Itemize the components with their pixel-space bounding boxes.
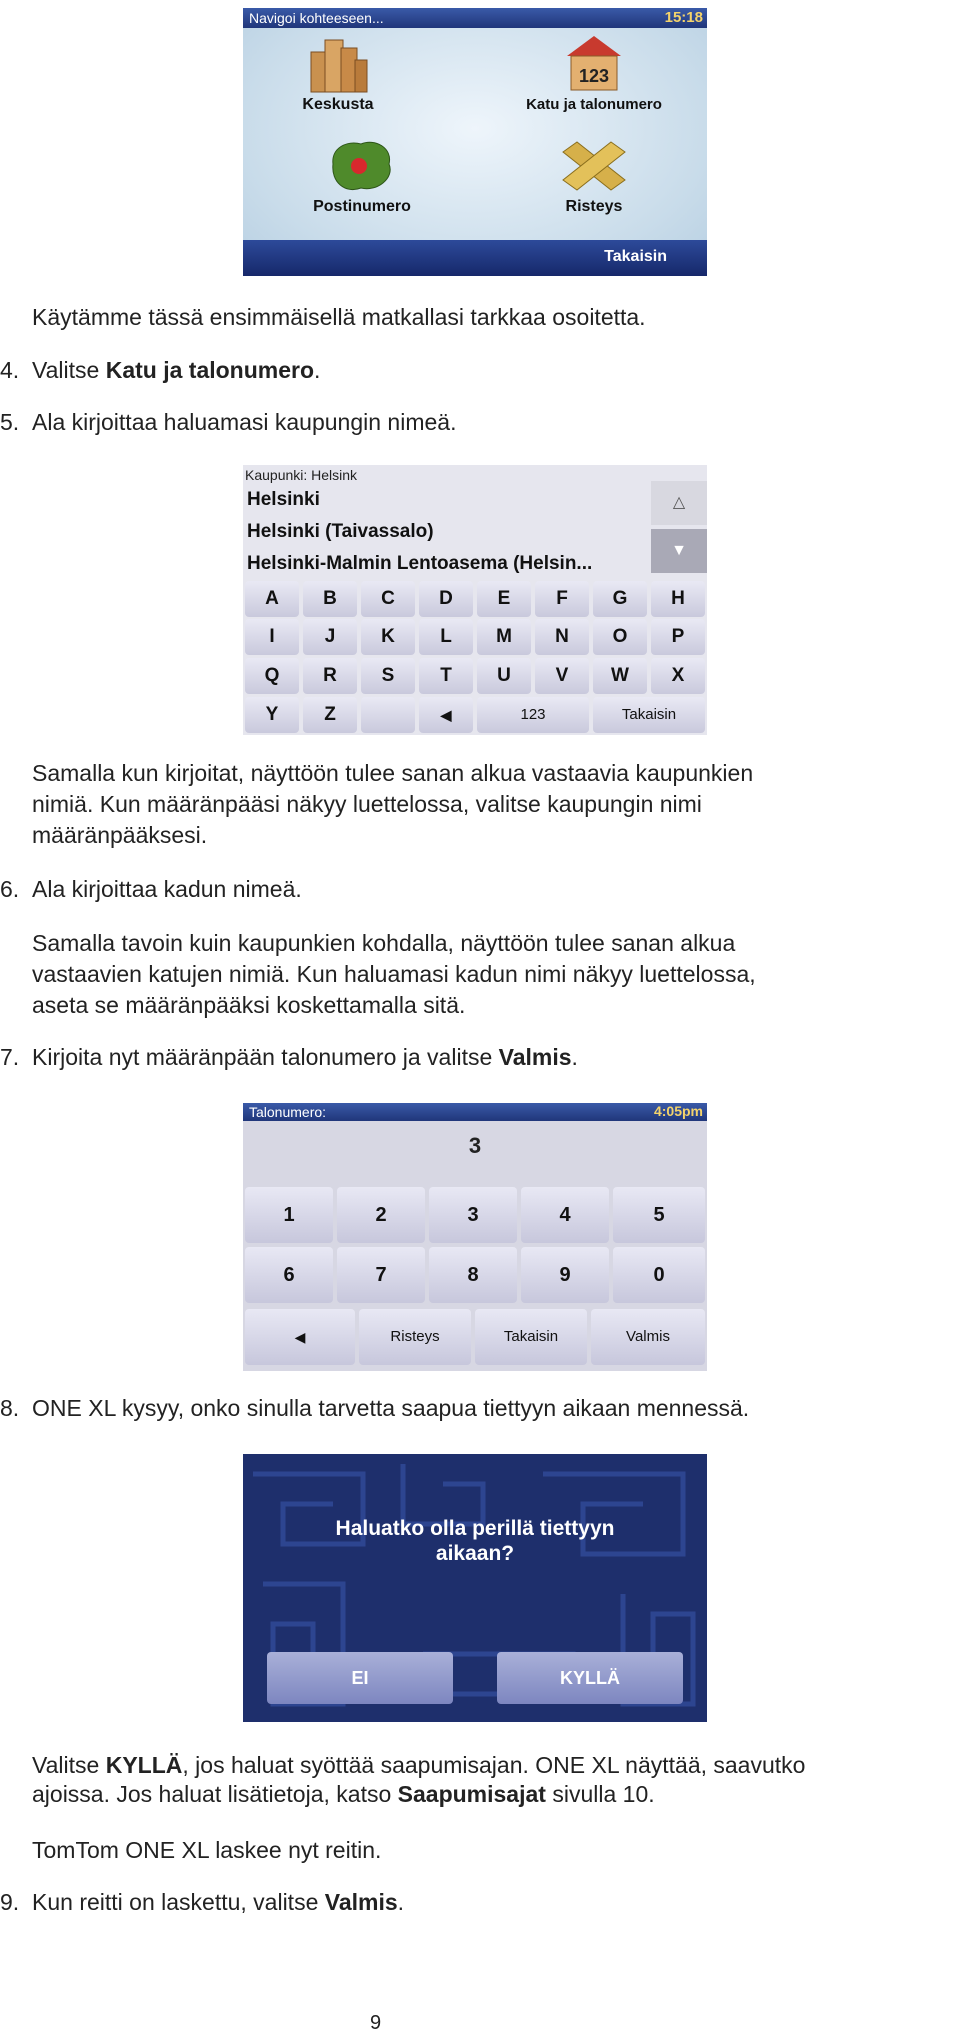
step-4-text: Valitse Katu ja talonumero. [32,357,321,383]
digit-key[interactable]: 0 [613,1247,705,1303]
key[interactable]: C [361,581,415,617]
key[interactable]: Y [245,697,299,733]
menu-item-label: Risteys [565,198,623,215]
crossing-button[interactable]: Risteys [359,1309,471,1365]
step-number: 5. [0,409,20,435]
step-number: 9. [0,1889,20,1915]
clock: 4:05pm [653,1103,703,1119]
digit-key[interactable]: 6 [245,1247,333,1303]
menu-item-katu-ja-talonumero[interactable] [519,32,669,132]
backspace-icon[interactable]: ◀ [245,1309,355,1365]
step-number: 6. [0,876,20,902]
screen-title: Navigoi kohteeseen... [249,10,384,26]
empty-key [361,697,415,733]
step-6-text: Ala kirjoittaa kadun nimeä. [32,876,302,902]
house-number-screenshot [243,1103,707,1371]
crossing-icon [559,138,629,194]
key[interactable]: S [361,658,415,694]
menu-item-keskusta[interactable] [263,32,413,122]
step-number: 4. [0,357,20,383]
paragraph-line: Samalla tavoin kuin kaupunkien kohdalla, näyttöön tulee sanan alkua [32,930,736,956]
house-number-icon [559,32,629,92]
key[interactable]: M [477,619,531,655]
key[interactable]: W [593,658,647,694]
key[interactable]: P [651,619,705,655]
key[interactable]: D [419,581,473,617]
suggestion-item[interactable]: Helsinki (Taivassalo) [247,521,434,542]
key[interactable]: T [419,658,473,694]
paragraph-line: nimiä. Kun määränpääsi näkyy luettelossa, valitse kaupungin nimi [32,791,702,817]
paragraph-line: Valitse KYLLÄ, jos haluat syöttää saapumisajan. ONE XL näyttää, saavutko [32,1752,806,1778]
key[interactable]: Z [303,697,357,733]
key[interactable]: G [593,581,647,617]
suggestion-item[interactable]: Helsinki-Malmin Lentoasema (Helsin... [247,553,593,574]
menu-item-label: Keskusta [302,96,374,113]
back-button[interactable] [243,240,707,276]
scroll-down-icon[interactable]: ▼ [651,529,707,573]
digit-key[interactable]: 2 [337,1187,425,1243]
arrival-question-screenshot [243,1454,707,1722]
step-9-text: Kun reitti on laskettu, valitse Valmis. [32,1889,405,1915]
step-number: 7. [0,1044,20,1070]
back-button-label: Takaisin [604,248,667,265]
house-number-value: 3 [468,1133,482,1158]
paragraph-line: vastaavien katujen nimiä. Kun haluamasi kadun nimi näkyy luettelossa, [32,961,756,987]
paragraph-line: Samalla kun kirjoitat, näyttöön tulee sanan alkua vastaavia kaupunkien [32,760,754,786]
key[interactable]: I [245,619,299,655]
title-bar [243,8,707,28]
key[interactable]: X [651,658,705,694]
paragraph-line: määränpääksesi. [32,822,208,848]
digit-key[interactable]: 8 [429,1247,517,1303]
suggestion-item[interactable]: Helsinki [247,489,320,510]
svg-text:123: 123 [579,66,610,86]
navigate-menu-screenshot [243,8,707,276]
paragraph-line: aseta se määränpääksi koskettamalla sitä. [32,992,466,1018]
digit-key[interactable]: 3 [429,1187,517,1243]
key[interactable]: F [535,581,589,617]
city-center-icon [303,34,373,94]
city-keyboard-screenshot [243,465,707,735]
key[interactable]: Q [245,658,299,694]
digit-key[interactable]: 1 [245,1187,333,1243]
key[interactable]: A [245,581,299,617]
key[interactable]: L [419,619,473,655]
step-8-text: ONE XL kysyy, onko sinulla tarvetta saapua tiettyyn aikaan mennessä. [32,1395,750,1421]
title-bar [243,1103,707,1121]
keyboard-title: Kaupunki: Helsink [245,467,358,483]
page-number: 9 [370,2012,382,2034]
clock: 15:18 [664,9,703,26]
key[interactable]: V [535,658,589,694]
key[interactable]: K [361,619,415,655]
key[interactable]: U [477,658,531,694]
menu-item-label: Katu ja talonumero [526,96,662,113]
digit-key[interactable]: 4 [521,1187,609,1243]
paragraph-line: ajoissa. Jos haluat lisätietoja, katso Saapumisajat sivulla 10. [32,1781,655,1807]
backspace-icon[interactable]: ◀ [419,697,473,733]
paragraph-line: TomTom ONE XL laskee nyt reitin. [32,1837,382,1863]
arrival-question: Haluatko olla perillä tiettyyn aikaan? [335,1517,615,1565]
key[interactable]: H [651,581,705,617]
key[interactable]: J [303,619,357,655]
key[interactable]: N [535,619,589,655]
key[interactable]: O [593,619,647,655]
numbers-button[interactable]: 123 [477,697,589,733]
postal-code-map-icon [327,138,397,194]
digit-key[interactable]: 5 [613,1187,705,1243]
key[interactable]: E [477,581,531,617]
scroll-up-icon[interactable]: △ [651,481,707,525]
menu-item-postinumero[interactable] [287,138,437,218]
step-5-text: Ala kirjoittaa haluamasi kaupungin nimeä. [32,409,457,435]
digit-key[interactable]: 9 [521,1247,609,1303]
done-button[interactable]: Valmis [591,1309,705,1365]
no-button[interactable]: EI [267,1652,453,1704]
intro-text: Käytämme tässä ensimmäisellä matkallasi tarkkaa osoitetta. [32,304,646,330]
key[interactable]: B [303,581,357,617]
back-button[interactable]: Takaisin [593,697,705,733]
digit-key[interactable]: 7 [337,1247,425,1303]
key[interactable]: R [303,658,357,694]
menu-item-risteys[interactable] [519,138,669,218]
step-7-text: Kirjoita nyt määränpään talonumero ja valitse Valmis. [32,1044,578,1070]
back-button[interactable]: Takaisin [475,1309,587,1365]
menu-item-label: Postinumero [313,198,411,215]
screen-title: Talonumero: [249,1104,327,1120]
step-number: 8. [0,1395,20,1421]
yes-button[interactable]: KYLLÄ [497,1652,683,1704]
